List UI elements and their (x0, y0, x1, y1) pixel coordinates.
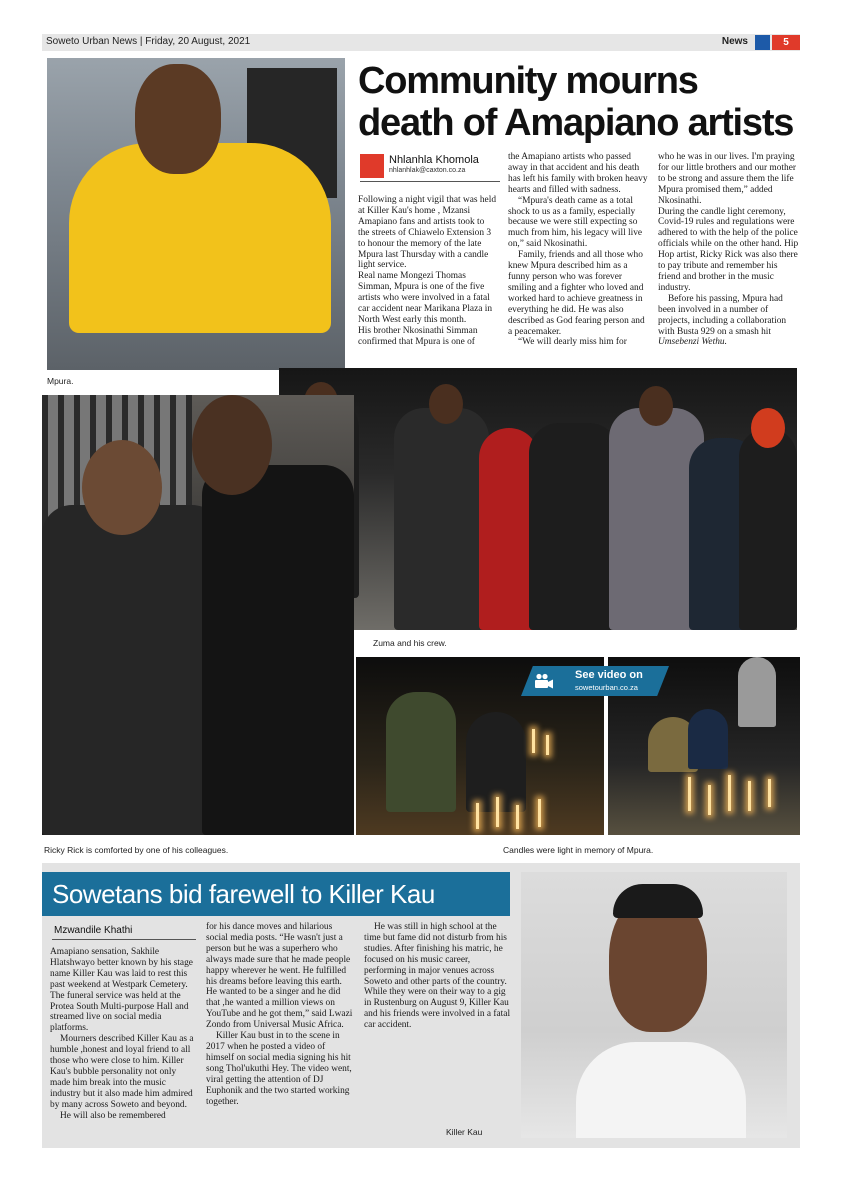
see-video-title: See video on (575, 669, 643, 681)
yellow-shirt-shape (69, 143, 331, 333)
head-shape (639, 386, 673, 426)
byline-rule (360, 181, 500, 182)
see-video-url[interactable]: sowetourban.co.za (575, 683, 638, 692)
candle-shape (728, 775, 731, 811)
paragraph: “Mpura's death came as a total shock to us as a family, especially because we were still expecting so much from him, his legacy will live on,” said Nkosinathi. (508, 195, 643, 250)
caption-killer-kau: Killer Kau (446, 1127, 483, 1137)
byline-email: nhlanhlak@caxton.co.za (389, 167, 466, 174)
head-shape (192, 395, 272, 495)
paragraph: During the candle light ceremony, Covid-19 rules and regulations were adhered to with the help of the police officials while on the other hand. Hip Hop artist, Ricky Rick was also there to pay tribute and remember his friend and brother in the music industry. (658, 206, 799, 293)
header-section: News (721, 36, 748, 47)
photo-mpura (47, 58, 345, 370)
page-number: 5 (772, 35, 800, 50)
story1-column-3 (658, 152, 800, 348)
person-shape (688, 709, 728, 769)
headline-story1: Community mourns death of Amapiano artists (358, 60, 794, 144)
candle-shape (768, 779, 771, 807)
paragraph: Real name Mongezi Thomas Simman, Mpura is one of the five artists who were involved in a fatal car accident near Marikana Plaza in North West early this month. (358, 271, 493, 325)
paragraph: the Amapiano artists who passed away in that accident and his death has left his family with broken heavy hearts and filled with sadness. (508, 152, 648, 195)
paragraph: Family, friends and all those who knew Mpura described him as a funny person who was forever smiling and a fighter who loved and worked hard to achieve greatness in everything he did. He was also described as God fearing person and a peacemaker. (508, 250, 645, 337)
person-shape (42, 505, 222, 835)
candle-shape (516, 805, 519, 829)
candle-shape (476, 803, 479, 829)
person-shape (202, 465, 354, 835)
paragraph: Following a night vigil that was held at Killer Kau's home , Mzansi Amapiano fans and artists took to the streets of Chiawelo Extension 3 to honour the memory of the late Mpura last Thursday with a candle light service. (358, 195, 497, 271)
head-shape (429, 384, 463, 424)
head-shape (82, 440, 162, 535)
candle-shape (538, 799, 541, 827)
story2-byline-author: Mzwandile Khathi (54, 925, 133, 936)
story2-column-2 (206, 922, 354, 1107)
story2-column-1 (50, 947, 198, 1122)
person-shape (529, 423, 619, 630)
paragraph (658, 294, 800, 349)
page-header (42, 34, 800, 51)
byline-red-square (360, 154, 384, 178)
white-shirt-shape (576, 1042, 746, 1138)
caption-crew: Zuma and his crew. (373, 638, 447, 648)
headline-story2: Sowetans bid farewell to Killer Kau (52, 879, 435, 909)
paragraph-text: Before his passing, Mpura had been involved in a number of projects, including a collaboration with Busta 929 on a smash hit (658, 293, 787, 337)
paragraph: who he was in our lives. I'm praying for our little brothers and our mother to be strong and assure them the life Mpura promised them,” added Nkosinathi. (658, 152, 796, 206)
header-publication-date: Soweto Urban News | Friday, 20 August, 2021 (46, 36, 251, 47)
paragraph: His brother Nkosinathi Simman confirmed that Mpura is one of (358, 325, 478, 347)
byline-author: Nhlanhla Khomola (389, 154, 479, 166)
head-shape (135, 64, 221, 174)
story2-byline-rule (52, 939, 196, 940)
hair-shape (613, 884, 703, 918)
caption-candles: Candles were light in memory of Mpura. (503, 845, 654, 855)
story1-column-1 (358, 195, 498, 348)
story1-column-2 (508, 152, 648, 348)
paragraph: Mourners described Killer Kau as a humble ,honest and loyal friend to all those who were close to him. Killer Kau's bubble personality not only made him break into the music industry but it also made him admired by many across Soweto and beyond. (50, 1034, 194, 1110)
caption-mpura: Mpura. (47, 376, 74, 386)
person-shape (738, 657, 776, 727)
candle-shape (496, 797, 499, 827)
header-blue-block (755, 35, 770, 50)
person-shape (386, 692, 456, 812)
paragraph: Killer Kau bust in to the scene in 2017 when he posted a video of himself on social media signing his hit song Thol'ukuthi Hey. The video went, viral getting the attention of DJ Euphonik and the two started working together. (206, 1031, 352, 1107)
paragraph: “We will dearly miss him for (518, 337, 627, 348)
paragraph: Amapiano sensation, Sakhile Hlatshwayo better known by his stage name Killer Kau was laid to rest this past weekend at Westpark Cemetery. The funeral service was held at the Protea South Multi-purpose Hall and streamed live on social media platforms. (50, 947, 193, 1034)
person-shape (394, 408, 489, 630)
paragraph: for his dance moves and hilarious social media posts. “He wasn't just a person but he was a superhero who always made sure that he made people happy wherever he went. He fulfilled his dreams before leaving this earth. He wanted to be a singer and he did that ,he wanted a million views on YouTube and he got them,” said Lwazi Zondo from Universal Music Africa. (206, 922, 353, 1031)
photo-crew (279, 368, 797, 630)
paragraph: He will also be remembered (60, 1110, 166, 1121)
candle-shape (532, 729, 535, 753)
video-camera-icon (534, 673, 554, 689)
candle-shape (748, 781, 751, 811)
story2-column-3 (364, 922, 514, 1031)
photo-ricky-rick (42, 395, 354, 835)
candle-shape (546, 735, 549, 755)
red-beanie-shape (751, 408, 785, 448)
candle-shape (708, 785, 711, 815)
paragraph: He was still in high school at the time but fame did not disturb from his studies. After finishing his matric, he focused on his music career, performing in major venues across Soweto and other parts of the country. While they were on their way to a gig in Rustenburg on August 9, Killer Kau and his friends were involved in a fatal car accident. (364, 922, 511, 1031)
candle-shape (688, 777, 691, 811)
caption-ricky-rick: Ricky Rick is comforted by one of his colleagues. (44, 845, 229, 855)
person-shape (739, 428, 797, 630)
photo-killer-kau (521, 872, 787, 1138)
song-title: Umsebenzi Wethu. (658, 337, 727, 348)
